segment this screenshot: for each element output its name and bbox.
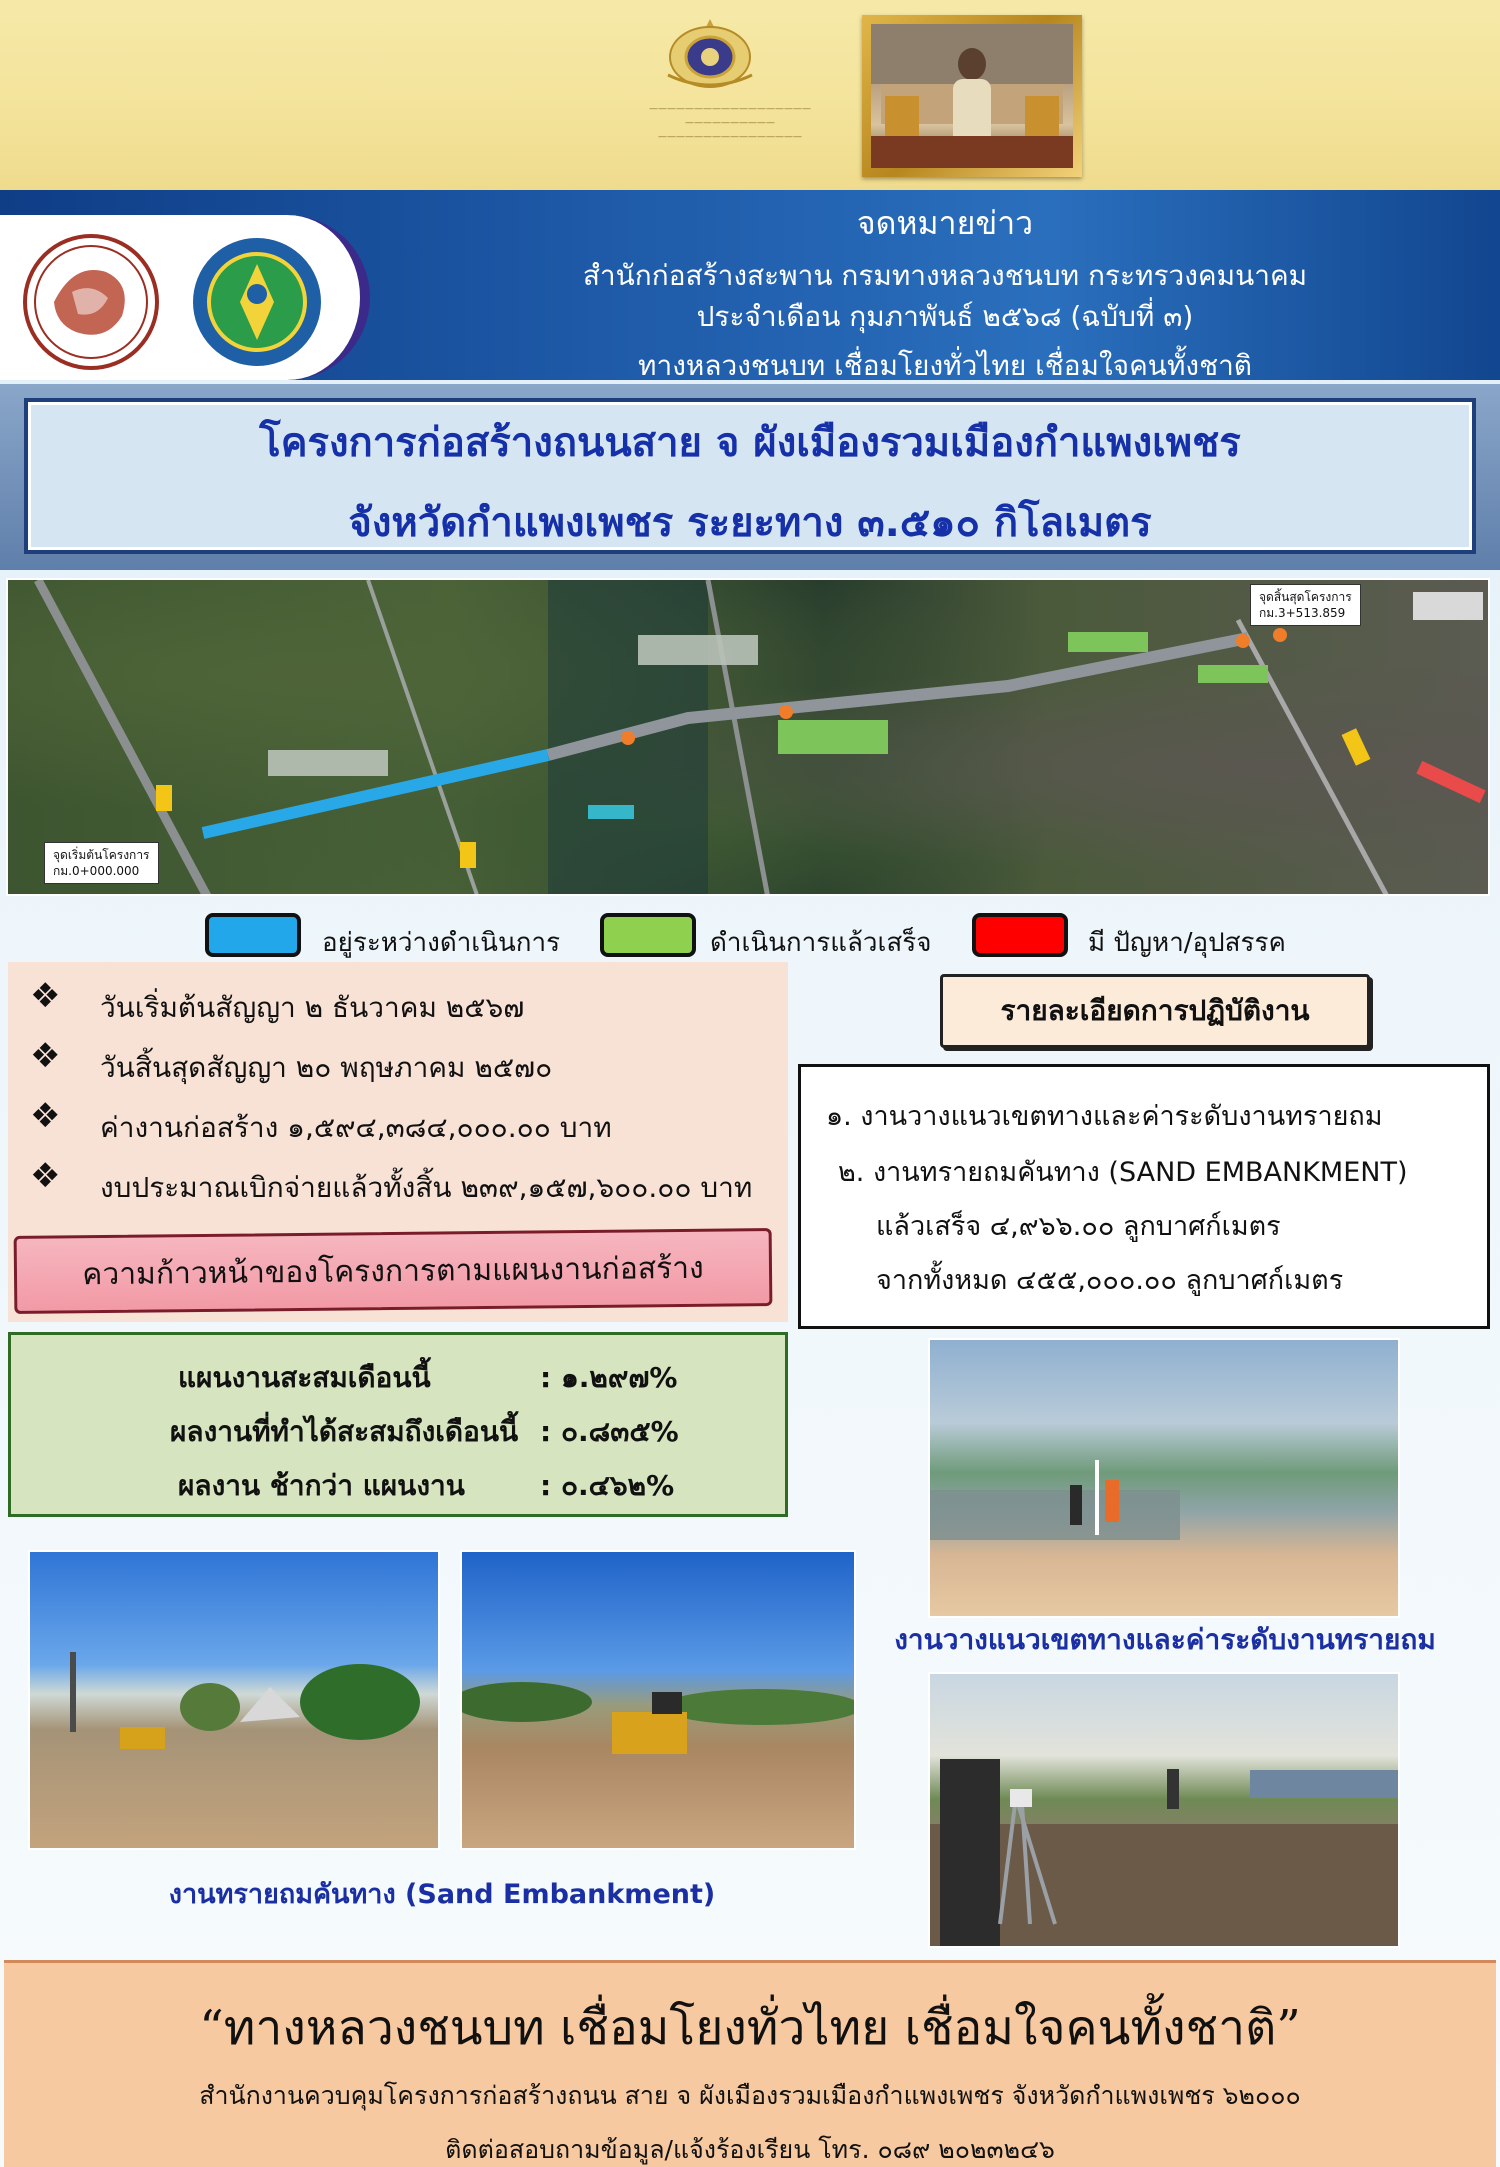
diamond-bullet-icon: ❖ bbox=[30, 1096, 61, 1136]
local-road bbox=[708, 580, 768, 896]
legend-label-problem: มี ปัญหา/อุปสรรค bbox=[1088, 928, 1286, 958]
work-details-heading: รายละเอียดการปฏิบัติงาน bbox=[940, 974, 1370, 1048]
stat-actual-label: ผลงานที่ทำได้สะสมถึงเดือนนี้ bbox=[170, 1415, 519, 1448]
royal-caption-line: —————————————————— bbox=[649, 104, 811, 114]
map-end-label-line2: กม.3+513.859 bbox=[1259, 606, 1346, 620]
rural-roads-dept-logo-icon bbox=[182, 232, 332, 372]
map-start-label-line1: จุดเริ่มต้นโครงการ bbox=[53, 848, 150, 862]
ministry-seal-icon bbox=[14, 232, 169, 372]
royal-caption-line: —————————— bbox=[685, 118, 775, 128]
diamond-bullet-icon: ❖ bbox=[30, 976, 61, 1016]
header-slogan: ทางหลวงชนบท เชื่อมโยงทั่วไทย เชื่อมใจคนทั้งชาติ bbox=[638, 349, 1252, 382]
royal-caption bbox=[580, 102, 880, 144]
diamond-bullet-icon: ❖ bbox=[30, 1036, 61, 1076]
survey-photo-2 bbox=[928, 1672, 1400, 1948]
detail-line-1: ๑. งานวางแนวเขตทางและค่าระดับงานทรายถม bbox=[826, 1101, 1383, 1132]
legend-label-in-progress: อยู่ระหว่างดำเนินการ bbox=[322, 928, 561, 958]
diamond-bullet-icon: ❖ bbox=[30, 1156, 61, 1196]
footer-contact: ติดต่อสอบถามข้อมูล/แจ้งร้องเรียน โทร. ๐๘๙ ๒๐๒๓๒๔๖ bbox=[445, 2135, 1055, 2164]
legend-label-completed: ดำเนินการแล้วเสร็จ bbox=[710, 928, 932, 958]
project-map bbox=[6, 578, 1490, 896]
stat-actual-value: : ๐.๘๓๕% bbox=[540, 1415, 679, 1448]
royal-portrait-image bbox=[871, 24, 1073, 168]
map-start-label bbox=[44, 842, 159, 884]
royal-caption-line: ———————————————— bbox=[658, 132, 802, 142]
stat-behind-value: : ๐.๔๖๒% bbox=[540, 1469, 675, 1502]
detail-line-2: ๒. งานทรายถมคันทาง (SAND EMBANKMENT) bbox=[838, 1157, 1408, 1188]
legend-swatch-completed bbox=[600, 913, 696, 957]
map-end-label-line1: จุดสิ้นสุดโครงการ bbox=[1259, 590, 1352, 604]
legend-swatch-in-progress bbox=[205, 913, 301, 957]
contract-end-date: วันสิ้นสุดสัญญา ๒๐ พฤษภาคม ๒๕๗๐ bbox=[100, 1051, 553, 1084]
detail-line-3: แล้วเสร็จ ๔,๙๖๖.๐๐ ลูกบาศก์เมตร bbox=[876, 1211, 1281, 1242]
legend-swatch-problem bbox=[972, 913, 1068, 957]
sand-embankment-photo-1 bbox=[28, 1550, 440, 1850]
footer-office-address: สำนักงานควบคุมโครงการก่อสร้างถนน สาย จ ผังเมืองรวมเมืองกำแพงเพชร จังหวัดกำแพงเพชร ๖๒๐๐๐ bbox=[199, 2081, 1301, 2110]
royal-emblem-icon bbox=[650, 15, 770, 95]
stat-behind-label: ผลงาน ช้ากว่า แผนงาน bbox=[178, 1469, 465, 1502]
survey-caption: งานวางแนวเขตทางและค่าระดับงานทรายถม bbox=[894, 1623, 1436, 1656]
issue-line: ประจำเดือน กุมภาพันธ์ ๒๕๖๘ (ฉบับที่ ๓) bbox=[696, 300, 1194, 333]
station-marker bbox=[621, 731, 635, 745]
budget-disbursed: งบประมาณเบิกจ่ายแล้วทั้งสิ้น ๒๓๙,๑๕๗,๖๐๐.๐๐ บาท bbox=[100, 1171, 753, 1204]
stat-plan-value: : ๑.๒๙๗% bbox=[540, 1361, 678, 1394]
footer-slogan: “ทางหลวงชนบท เชื่อมโยงทั่วไทย เชื่อมใจคนทั้งชาติ” bbox=[199, 2000, 1301, 2056]
project-title-line-2: จังหวัดกำแพงเพชร ระยะทาง ๓.๕๑๐ กิโลเมตร bbox=[348, 500, 1152, 546]
map-start-label-line2: กม.0+000.000 bbox=[53, 864, 140, 878]
map-end-label bbox=[1250, 584, 1361, 626]
construction-cost: ค่างานก่อสร้าง ๑,๕๙๔,๓๘๔,๐๐๐.๐๐ บาท bbox=[100, 1111, 612, 1144]
newsletter-title: จดหมายข่าว bbox=[856, 204, 1034, 242]
survey-photo-1 bbox=[928, 1338, 1400, 1618]
stat-plan-label: แผนงานสะสมเดือนนี้ bbox=[178, 1361, 431, 1394]
agency-name: สำนักก่อสร้างสะพาน กรมทางหลวงชนบท กระทรวงคมนาคม bbox=[582, 259, 1308, 292]
station-marker bbox=[1236, 634, 1250, 648]
sand-embankment-photo-2 bbox=[460, 1550, 856, 1850]
project-title-line-1: โครงการก่อสร้างถนนสาย จ ผังเมืองรวมเมืองกำแพงเพชร bbox=[259, 420, 1241, 466]
station-marker bbox=[779, 705, 793, 719]
contract-start-date: วันเริ่มต้นสัญญา ๒ ธันวาคม ๒๕๖๗ bbox=[100, 991, 525, 1024]
sand-embankment-caption: งานทรายถมคันทาง (Sand Embankment) bbox=[168, 1879, 716, 1910]
detail-line-4: จากทั้งหมด ๔๕๕,๐๐๐.๐๐ ลูกบาศก์เมตร bbox=[876, 1265, 1344, 1296]
progress-banner: ความก้าวหน้าของโครงการตามแผนงานก่อสร้าง bbox=[14, 1228, 773, 1314]
royal-portrait bbox=[862, 15, 1082, 177]
station-marker bbox=[1273, 628, 1287, 642]
